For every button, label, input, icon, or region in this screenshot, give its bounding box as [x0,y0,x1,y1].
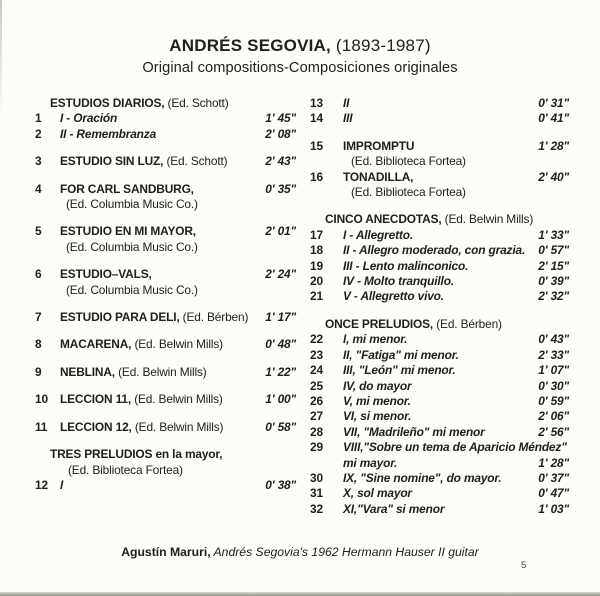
album-subtitle: Original compositions-Composiciones originales [142,60,458,76]
track-row [35,392,296,407]
track-title: ESTUDIO–VALS, [60,267,152,282]
track-duration: 0' 38" [265,477,296,492]
artist-name: ANDRÉS SEGOVIA, [169,36,331,55]
track-row [310,259,569,274]
track-title: XI,"Vara" si menor [343,501,445,516]
track-title: ESTUDIO SIN LUZ, (Ed. Schott) [60,154,228,169]
track-number: 27 [310,409,323,424]
track-row [310,170,569,185]
track-list-left [35,96,296,493]
section-heading [310,212,569,227]
track-duration: 0' 31" [538,96,569,110]
track-title: ESTUDIO PARA DELI, (Ed. Bérben) [60,310,249,325]
track-duration: 0' 59" [538,393,569,408]
track-number: 8 [35,337,42,352]
track-title: mi mayor. [343,455,398,470]
section-heading [35,463,296,478]
track-title: III, "León" mi menor. [343,363,456,378]
heading-text: TRES PRELUDIOS en la mayor, [50,447,223,462]
track-row [310,425,569,440]
track-title: (Ed. Columbia Music Co.) [66,239,198,254]
track-row [35,182,296,197]
track-number: 29 [310,440,323,455]
track-title: IV, do mayor [343,378,412,393]
heading-text: (Ed. Biblioteca Fortea) [68,462,183,477]
section-heading [310,317,569,332]
track-number: 16 [310,169,323,184]
track-title: II [343,96,350,110]
track-number: 10 [35,392,48,407]
track-number: 13 [310,96,323,110]
track-duration: 2' 40" [538,169,569,184]
track-number: 4 [35,181,42,196]
track-number: 3 [35,154,42,169]
track-duration: 1' 28" [538,455,569,470]
track-number: 22 [310,332,323,347]
track-title: I - Oración [60,111,118,126]
heading-text: CINCO ANECDOTAS, (Ed. Belwin Mills) [325,212,534,227]
artist-years: (1893-1987) [330,36,431,55]
track-duration: 2' 08" [265,126,296,141]
track-row [310,274,569,289]
track-title: II - Remembranza [60,126,157,141]
track-duration: 0' 48" [265,337,296,352]
track-number: 2 [35,126,42,141]
track-title: LECCION 11, (Ed. Belwin Mills) [60,392,223,407]
track-row [35,127,296,142]
track-duration: 1' 03" [538,501,569,516]
track-duration: 2' 56" [538,424,569,439]
track-number: 31 [310,486,323,501]
track-row [310,289,569,304]
track-number: 7 [35,310,42,325]
track-row [310,456,569,471]
track-row [310,332,569,347]
track-number: 30 [310,470,323,485]
track-number: 24 [310,363,323,378]
track-number: 1 [35,111,42,126]
track-row [310,348,569,363]
track-row [310,139,569,154]
track-title: V, mi menor. [343,393,411,408]
track-duration: 2' 24" [265,267,296,282]
scan-edge-left [0,0,2,120]
track-title: NEBLINA, (Ed. Belwin Mills) [60,364,207,379]
track-row [35,337,296,352]
track-row [310,363,569,378]
scan-edge-bottom [0,592,600,596]
track-title: VI, si menor. [343,409,412,424]
track-number: 11 [35,419,48,434]
track-title: IX, "Sine nomine", do mayor. [343,470,502,485]
track-title: MACARENA, (Ed. Belwin Mills) [60,337,223,352]
track-title: (Ed. Biblioteca Fortea) [351,154,466,169]
track-row [35,224,296,239]
track-number: 32 [310,501,323,516]
track-row [310,243,569,258]
track-list-right [310,96,569,517]
track-number: 26 [310,393,323,408]
track-title: IV - Molto tranquillo. [343,274,454,289]
track-title: I [60,477,64,492]
track-title: VII, "Madrileño" mi menor [343,424,485,439]
track-duration: 1' 28" [538,138,569,153]
track-title: I - Allegretto. [343,227,413,242]
track-title: II, "Fatiga" mi menor. [343,347,459,362]
track-row [310,440,569,455]
track-row [310,486,569,501]
track-title: IMPROMPTU [343,138,415,153]
track-row [35,197,296,212]
track-number: 15 [310,138,323,153]
track-title: TONADILLA, [343,169,414,184]
track-number: 25 [310,378,323,393]
heading-text: ONCE PRELUDIOS, (Ed. Bérben) [325,316,502,331]
track-row [310,379,569,394]
track-row [310,471,569,486]
track-duration: 0' 41" [538,111,569,126]
track-row [310,154,569,169]
track-row [35,111,296,126]
track-duration: 0' 43" [538,332,569,347]
track-duration: 1' 07" [538,363,569,378]
track-title: X, sol mayor [343,486,412,501]
track-title: I, mi menor. [343,332,408,347]
track-number: 17 [310,227,323,242]
track-duration: 0' 35" [265,181,296,196]
track-row [35,240,296,255]
track-number: 19 [310,258,323,273]
track-title: III - Lento malinconico. [343,258,469,273]
track-title: LECCION 12, (Ed. Belwin Mills) [60,419,224,434]
track-row [310,502,569,517]
track-duration: 2' 33" [538,347,569,362]
track-number: 28 [310,424,323,439]
track-title: II - Allegro moderado, con grazia. [343,243,526,258]
track-row [35,420,296,435]
track-duration: 1' 00" [265,392,296,407]
track-number: 14 [310,111,323,126]
track-duration: 0' 58" [265,419,296,434]
track-number: 20 [310,274,323,289]
album-title [0,36,600,56]
track-duration: 0' 57" [538,243,569,258]
track-number: 9 [35,364,42,379]
page-header [0,36,600,76]
track-row [35,154,296,169]
track-title: III [343,111,353,126]
track-number: 6 [35,267,42,282]
guitar-description: Andrés Segovia's 1962 Hermann Hauser II guitar [210,545,479,559]
section-heading [35,447,296,462]
track-number: 5 [35,224,42,239]
heading-text: ESTUDIOS DIARIOS, (Ed. Schott) [50,96,229,110]
track-row [35,283,296,298]
track-title: V - Allegretto vivo. [343,289,444,304]
track-duration: 1' 45" [265,111,296,126]
track-title: VIII,"Sobre un tema de Aparicio Méndez" [343,440,567,455]
track-title: (Ed. Biblioteca Fortea) [351,185,466,200]
track-row [35,310,296,325]
track-number: 21 [310,289,323,304]
track-row [35,267,296,282]
performer-credit [0,545,600,559]
track-row [310,111,569,126]
track-duration: 2' 32" [538,289,569,304]
track-row [310,409,569,424]
performer-name: Agustín Maruri, [121,545,211,559]
track-duration: 0' 37" [538,470,569,485]
track-duration: 2' 43" [265,154,296,169]
track-duration: 1' 22" [265,364,296,379]
track-row [310,228,569,243]
track-duration: 2' 01" [265,224,296,239]
track-title: (Ed. Columbia Music Co.) [66,282,198,297]
track-number: 12 [35,477,48,492]
track-duration: 2' 15" [538,258,569,273]
track-duration: 1' 33" [538,227,569,242]
track-title: (Ed. Columbia Music Co.) [66,197,198,212]
track-row [310,394,569,409]
track-duration: 0' 47" [538,486,569,501]
track-duration: 0' 30" [538,378,569,393]
track-title: ESTUDIO EN MI MAYOR, [60,224,196,239]
track-duration: 1' 17" [265,310,296,325]
track-row [35,478,296,493]
track-duration: 0' 39" [538,274,569,289]
track-row [310,96,569,111]
section-heading [35,96,296,111]
track-number: 23 [310,347,323,362]
page-number: 5 [521,560,527,571]
track-row [310,185,569,200]
track-number: 18 [310,243,323,258]
track-row [35,365,296,380]
track-title: FOR CARL SANDBURG, [60,181,194,196]
track-duration: 2' 06" [538,409,569,424]
